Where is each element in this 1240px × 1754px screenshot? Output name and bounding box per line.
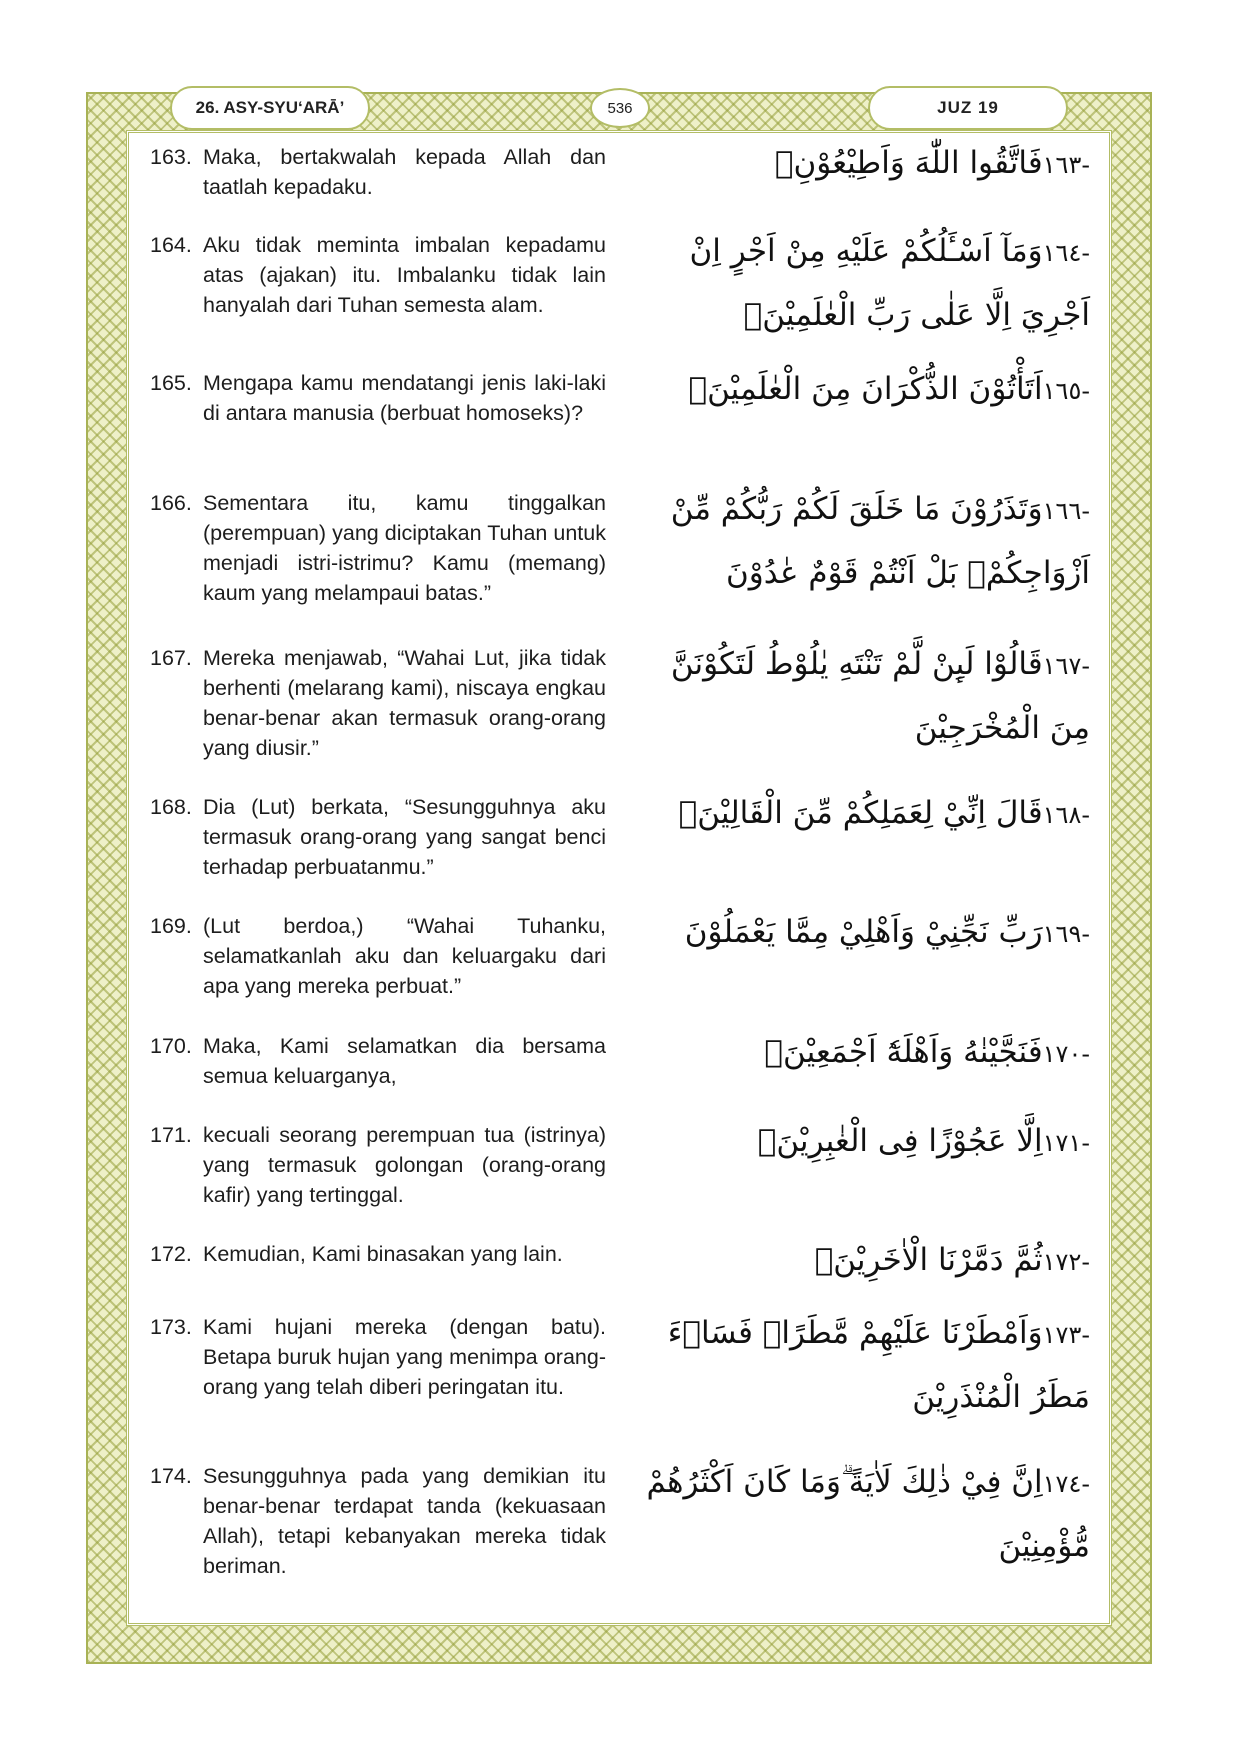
verse-text: Sementara itu, kamu tinggalkan (perempuan) yang diciptakan Tuhan untuk menjadi istri-istrimu? Kamu (memang) kaum yang melampaui batas.”	[203, 491, 606, 605]
arabic-text: وَمَآ اَسْـَٔلُكُمْ عَلَيْهِ مِنْ اَجْرٍ اِنْ اَجْرِيَ اِلَّا عَلٰى رَبِّ الْعٰلَمِيْنَۗ	[689, 233, 1090, 333]
page-number: 536	[590, 88, 650, 128]
verse-translation	[150, 368, 606, 428]
verse-arabic	[630, 1302, 1090, 1428]
verse-translation	[150, 488, 606, 608]
arabic-verse-number: -١٦٨	[1042, 801, 1090, 829]
arabic-text: اِنَّ فِيْ ذٰلِكَ لَاٰيَةً ۗوَمَا كَانَ اَكْثَرُهُمْ مُّؤْمِنِيْنَ	[646, 1464, 1090, 1564]
arabic-verse-number: -١٧٤	[1042, 1470, 1090, 1498]
arabic-verse-number: -١٧٢	[1042, 1248, 1090, 1276]
arabic-text: ثُمَّ دَمَّرْنَا الْاٰخَرِيْنَۚ	[814, 1242, 1043, 1278]
verse-arabic	[630, 358, 1090, 428]
verse-text: Maka, Kami selamatkan dia bersama semua keluarganya,	[203, 1034, 606, 1088]
verse-text: kecuali seorang perempuan tua (istrinya) yang termasuk golongan (orang-orang kafir) yang tertinggal.	[203, 1123, 606, 1207]
arabic-verse-number: -١٦٣	[1042, 151, 1090, 179]
verse-translation	[150, 1461, 606, 1581]
verse-text: Maka, bertakwalah kepada Allah dan taatlah kepadaku.	[203, 145, 606, 199]
surah-title: 26. ASY-SYU‘ARĀ’	[170, 86, 370, 130]
verse-text: Aku tidak meminta imbalan kepadamu atas (ajakan) itu. Imbalanku tidak lain hanyalah dari Tuhan semesta alam.	[203, 233, 606, 317]
verse-arabic	[630, 901, 1090, 1001]
verse-translation	[150, 643, 606, 763]
verse-arabic	[630, 1110, 1090, 1210]
arabic-verse-number: -١٦٥	[1042, 377, 1090, 405]
arabic-verse-number: -١٦٧	[1042, 652, 1090, 680]
verse-170	[150, 1031, 1090, 1091]
verse-number: 165.	[150, 371, 192, 395]
verse-number: 170.	[150, 1034, 192, 1058]
arabic-verse-number: -١٦٤	[1042, 239, 1090, 267]
verse-translation	[150, 142, 606, 202]
verse-arabic	[630, 782, 1090, 882]
arabic-text: فَاتَّقُوا اللّٰهَ وَاَطِيْعُوْنِۚ	[774, 145, 1043, 181]
verse-translation	[150, 1239, 606, 1293]
arabic-text: وَتَذَرُوْنَ مَا خَلَقَ لَكُمْ رَبُّكُمْ مِّنْ اَزْوَاجِكُمْۗ بَلْ اَنْتُمْ قَوْمٌ عٰدُوْنَ	[670, 491, 1090, 591]
verse-number: 164.	[150, 233, 192, 257]
verse-text: Kami hujani mereka (dengan batu). Betapa buruk hujan yang menimpa orang-orang yang telah diberi peringatan itu.	[203, 1315, 606, 1399]
arabic-verse-number: -١٧٣	[1042, 1321, 1090, 1349]
verse-number: 169.	[150, 914, 192, 938]
arabic-verse-number: -١٧١	[1042, 1129, 1090, 1157]
verse-number: 173.	[150, 1315, 192, 1339]
verse-translation	[150, 792, 606, 882]
arabic-verse-number: -١٧٠	[1042, 1040, 1090, 1068]
verse-translation	[150, 1031, 606, 1091]
verse-number: 166.	[150, 491, 192, 515]
verse-arabic	[630, 478, 1090, 608]
arabic-text: قَالَ اِنِّيْ لِعَمَلِكُمْ مِّنَ الْقَالِيْنَۗ	[678, 795, 1043, 831]
verse-number: 163.	[150, 145, 192, 169]
arabic-text: وَاَمْطَرْنَا عَلَيْهِمْ مَّطَرًاۚ فَسَاۤءَ مَطَرُ الْمُنْذَرِيْنَ	[667, 1315, 1090, 1415]
verse-173	[150, 1312, 1090, 1428]
verse-166	[150, 488, 1090, 608]
verse-text: Mereka menjawab, “Wahai Lut, jika tidak berhenti (melarang kami), niscaya engkau benar-benar akan termasuk orang-orang yang diusir.”	[203, 646, 606, 760]
verse-167	[150, 643, 1090, 763]
verse-translation	[150, 1312, 606, 1428]
verse-number: 171.	[150, 1123, 192, 1147]
arabic-text: قَالُوْا لَىِٕنْ لَّمْ تَنْتَهِ يٰلُوْطُ لَتَكُوْنَنَّ مِنَ الْمُخْرَجِيْنَ	[670, 646, 1090, 746]
verse-translation	[150, 1120, 606, 1210]
verse-arabic	[630, 1451, 1090, 1581]
verse-text: Dia (Lut) berkata, “Sesungguhnya aku termasuk orang-orang yang sangat benci terhadap perbuatanmu.”	[203, 795, 606, 879]
verse-171	[150, 1120, 1090, 1210]
verse-arabic	[630, 220, 1090, 346]
arabic-text: اَتَأْتُوْنَ الذُّكْرَانَ مِنَ الْعٰلَمِيْنَۙ	[688, 371, 1043, 407]
arabic-text: فَنَجَّيْنٰهُ وَاَهْلَهٗٓ اَجْمَعِيْنَۙ	[764, 1034, 1043, 1070]
arabic-verse-number: -١٦٩	[1042, 920, 1090, 948]
verse-174	[150, 1461, 1090, 1581]
verse-164	[150, 230, 1090, 346]
verse-172	[150, 1239, 1090, 1293]
arabic-text: اِلَّا عَجُوْزًا فِى الْغٰبِرِيْنَۚ	[757, 1123, 1043, 1159]
verse-168	[150, 792, 1090, 882]
verse-arabic	[630, 132, 1090, 202]
verse-number: 167.	[150, 646, 192, 670]
verse-169	[150, 911, 1090, 1001]
verse-number: 172.	[150, 1242, 192, 1266]
arabic-verse-number: -١٦٦	[1042, 497, 1090, 525]
verse-165	[150, 368, 1090, 428]
verse-text: Mengapa kamu mendatangi jenis laki-laki di antara manusia (berbuat homoseks)?	[203, 371, 606, 425]
arabic-text: رَبِّ نَجِّنِيْ وَاَهْلِيْ مِمَّا يَعْمَلُوْنَ	[684, 914, 1043, 950]
verse-text: Kemudian, Kami binasakan yang lain.	[203, 1242, 563, 1266]
verse-arabic	[630, 1229, 1090, 1293]
verse-arabic	[630, 633, 1090, 763]
verse-text: (Lut berdoa,) “Wahai Tuhanku, selamatkanlah aku dan keluargaku dari apa yang mereka perbuat.”	[203, 914, 606, 998]
verse-translation	[150, 911, 606, 1001]
verse-text: Sesungguhnya pada yang demikian itu benar-benar terdapat tanda (kekuasaan Allah), tetapi kebanyakan mereka tidak beriman.	[203, 1464, 606, 1578]
verse-arabic	[630, 1021, 1090, 1091]
juz-label: JUZ 19	[868, 86, 1068, 130]
verse-number: 168.	[150, 795, 192, 819]
verse-163	[150, 142, 1090, 202]
verse-translation	[150, 230, 606, 346]
verse-number: 174.	[150, 1464, 192, 1488]
